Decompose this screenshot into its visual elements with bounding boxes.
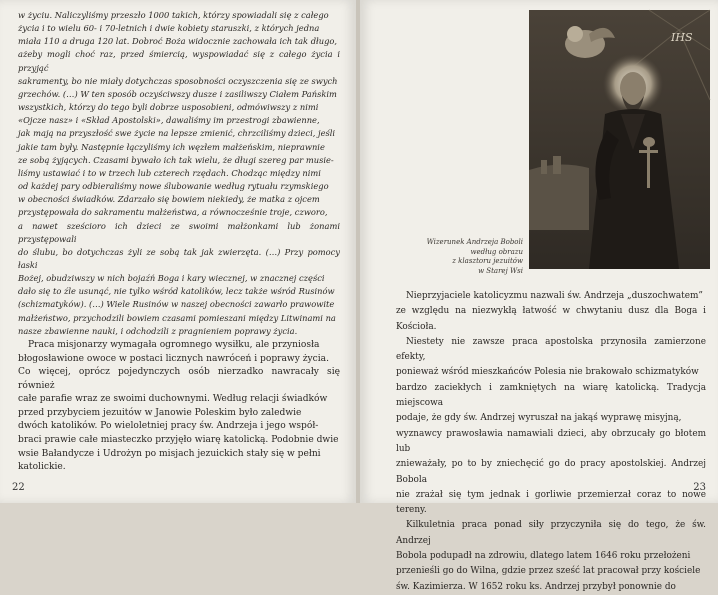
text-line: wszystkich, którzy do tego byli dobrze usposobieni, odmówiwszy z nimi	[18, 102, 319, 113]
text-line: św. Kazimierza. W 1652 roku ks. Andrzej przybył ponownie do	[396, 581, 676, 592]
text-line: Kilkuletnia praca ponad siły przyczyniła się do tego, że św. Andrzej	[396, 520, 706, 546]
text-line: przystępowała do sakramentu małżeństwa, a równocześnie troje, czworo,	[18, 207, 328, 218]
right-page	[360, 0, 718, 592]
body-paragraph	[396, 289, 706, 595]
text-line: wsie Bałandycze i Udrożyn po misjach jezuickich stały się w pełni	[18, 448, 321, 459]
text-line: katolickie.	[18, 462, 66, 473]
text-line: Nieprzyjaciele katolicyzmu nazwali św. Andrzeja „duszochwatem”	[406, 291, 703, 301]
text-line: znieważały, po to by zniechęcić go do pracy apostolskiej. Andrzej Bobola	[396, 459, 706, 485]
left-text-column	[18, 9, 340, 475]
text-line: sakramenty, bo nie miały dotychczas sposobności oczyszczenia się ze swych	[18, 75, 338, 86]
text-line: Praca misjonarzy wymagała ogromnego wysiłku, ale przyniosła	[28, 339, 320, 350]
text-line: Bobola podupadł na zdrowiu, dlatego latem 1646 roku przełożeni	[396, 551, 691, 562]
text-line: liśmy ustawiać i to w trzech lub czterech rzędach. Chodząc między nimi	[18, 167, 321, 178]
text-line: małżeństwo, przychodzili bowiem czasami pomieszani między Litwinami na	[18, 312, 336, 323]
text-line: bardzo zaciekłych i zamkniętych na wiarę katolicką. Tradycja miejscowa	[396, 382, 706, 409]
text-line: przed przybyciem jezuitów w Janowie Poleskim było zaledwie	[18, 407, 302, 418]
text-line: całe parafie wraz ze swoimi duchownymi. Według relacji świadków	[18, 394, 328, 405]
text-line: podaje, że gdy św. Andrzej wyruszał na jakąś wyprawę misyjną,	[396, 413, 682, 424]
text-line: od każdej pary odbieraliśmy nowe ślubowanie według rytuału rzymskiego	[18, 181, 329, 192]
page-number: 23	[693, 482, 706, 493]
left-page	[0, 0, 356, 503]
caption-line: z klasztoru jezuitów	[452, 257, 523, 265]
text-line: a nawet sześcioro ich dzieci ze swoimi małżonkami lub żonami przystępowali	[18, 220, 340, 244]
text-line: ponieważ wśród mieszkańców Polesia nie brakowało schizmatyków	[396, 367, 699, 378]
text-line: Co więcej, oprócz pojedynczych osób nierzadko nawracały się również	[18, 367, 340, 391]
text-line: grzechów. (…) W ten sposób oczyściwszy dusze i zasiliwszy Ciałem Pańskim	[18, 88, 337, 99]
text-line: ażeby mogli choć raz, przed śmiercią, wyspowiadać się z całego życia i przyjąć	[18, 49, 340, 73]
text-line: jak mają na przyszłość swe życie na lepsze zmienić, chrzciliśmy dzieci, jeśli	[18, 128, 336, 139]
text-line: błogosławione owoce w postaci licznych nawróceń i poprawy życia.	[18, 353, 329, 364]
text-line: Niestety nie zawsze praca apostolska przynosiła zamierzone efekty,	[396, 336, 706, 363]
text-line: Bożej, obudziwszy w nich bojaźń Boga i kary wiecznej, w znacznej części	[18, 273, 325, 284]
text-line: miała 110 a druga 120 lat. Dobroć Boża widocznie zachowała ich tak długo,	[18, 36, 338, 47]
text-line: do ślubu, bo dotychczas żyli ze sobą tak jak zwierzęta. (…) Przy pomocy łaski	[18, 246, 340, 270]
text-line: braci prawie całe miasteczko przyjęło wiarę katolicką. Podobnie dwie	[18, 435, 339, 446]
portrait-image	[529, 10, 710, 269]
page-number: 22	[12, 482, 25, 493]
caption-line: w Starej Wsi	[478, 266, 523, 275]
text-line: nasze zbawienne nauki, i odchodzili z pragnieniem poprawy życia.	[18, 325, 298, 336]
text-line: życia i to wielu 60- i 70-letnich i dwie kobiety staruszki, z których jedna	[18, 23, 320, 34]
text-line: dwóch katolików. Po wieloletniej pracy św. Andrzeja i jego współ-	[18, 421, 319, 432]
text-line: wyznawcy prawosławia namawiali dzieci, aby obrzucały go błotem lub	[396, 428, 706, 454]
quoted-account	[18, 9, 340, 338]
image-caption	[420, 238, 523, 276]
caption-line: Wizerunek Andrzeja Boboli	[426, 238, 523, 246]
caption-line: według obrazu	[470, 247, 523, 256]
text-line: w obecności świadków. Zdarzało się bowiem niekiedy, że matka z ojcem	[18, 194, 320, 205]
body-paragraph	[18, 339, 340, 475]
right-text-column	[396, 289, 706, 595]
text-line: w życiu. Naliczyliśmy przeszło 1000 takich, którzy spowiadali się z całego	[18, 10, 329, 20]
text-line: ze względu na niezwykłą łatwość w chwytaniu dusz dla Boga i Kościoła.	[396, 306, 706, 332]
text-line: dało się to źle usunąć, nie tylko wśród katolików, lecz także wśród Rusinów	[18, 286, 335, 297]
ihs-monogram: IHS	[671, 31, 693, 44]
text-line: ze sobą żyjących. Czasami bywało ich tak wielu, że długi szereg par musie-	[18, 154, 334, 165]
saint-portrait-illustration	[529, 10, 710, 269]
text-line: «Ojcze nasz» i «Skład Apostolski», dawaliśmy im przestrogi zbawienne,	[18, 115, 320, 126]
text-line: jakie tam były. Następnie łączyliśmy ich węzłem małżeńskim, nieprawnie	[18, 141, 325, 152]
text-line: przenieśli go do Wilna, gdzie przez sześć lat pracował przy kościele	[396, 566, 701, 577]
text-line: nie zrażał się tym jednak i gorliwie przemierzał coraz to nowe tereny.	[396, 489, 706, 516]
text-line: (schizmatyków). (…) Wiele Rusinów w naszej obecności zawarło prawowite	[18, 299, 335, 310]
